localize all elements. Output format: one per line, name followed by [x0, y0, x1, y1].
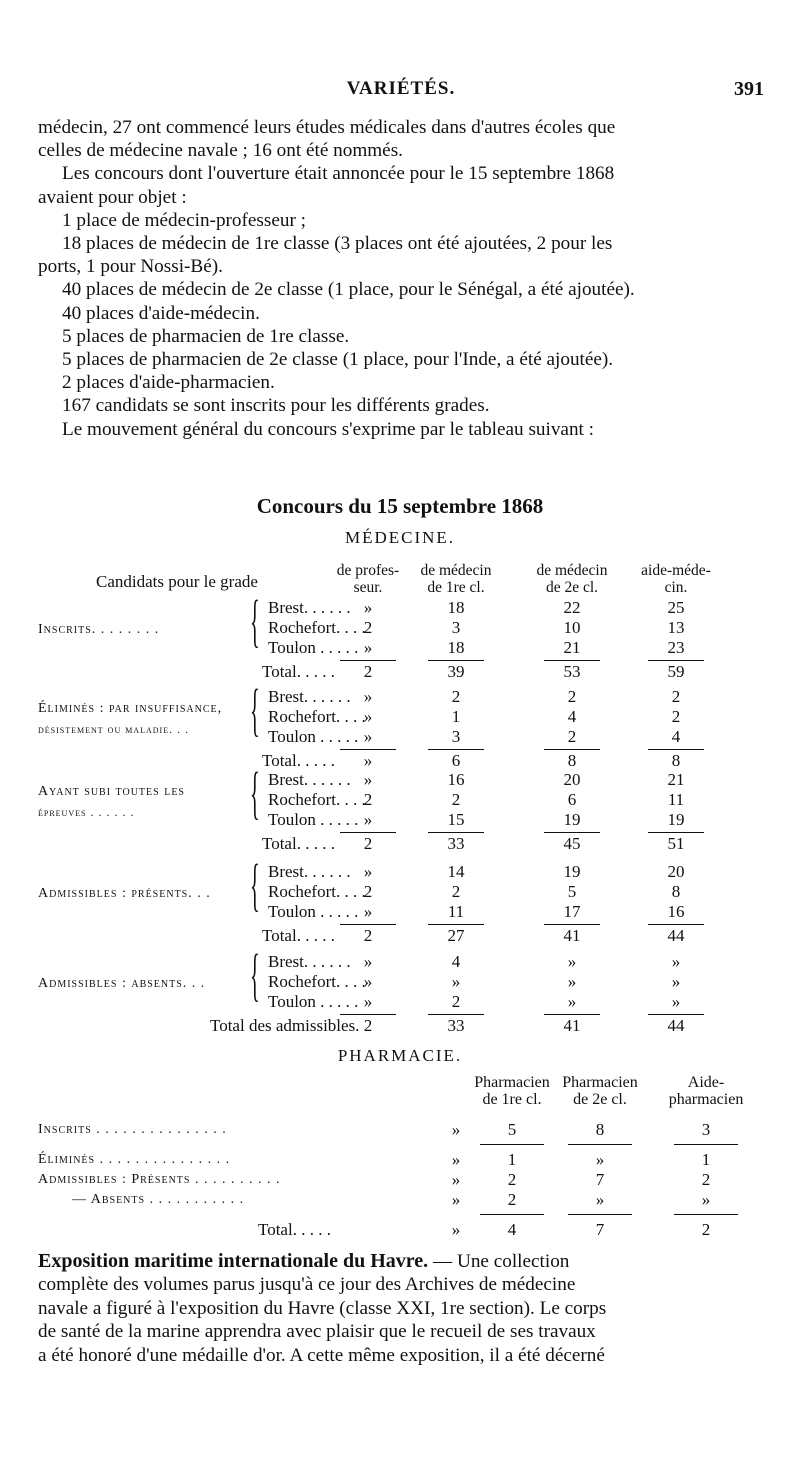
pharmacie-row-label: — Absents . . . . . . . . . . .: [72, 1192, 245, 1207]
table-cell: »: [363, 952, 373, 971]
table-cell: 5: [507, 1120, 517, 1139]
exposition-paragraph: [38, 1250, 764, 1367]
table-cell: 21: [667, 770, 685, 789]
total-rule: [340, 660, 396, 661]
column-header-line: de 1re cl.: [427, 579, 485, 596]
port-label: Toulon . . . . .: [268, 810, 359, 829]
total-rule: [428, 749, 484, 750]
column-header: [646, 1074, 766, 1108]
intro-line: 167 candidats se sont inscrits pour les différents grades.: [62, 395, 490, 417]
port-label: Brest. . . . . .: [268, 687, 351, 706]
brace: {: [250, 677, 260, 742]
table-cell: »: [701, 1190, 711, 1209]
table-cell: 2: [567, 727, 577, 746]
section-rule: [480, 1144, 544, 1145]
table-cell: »: [363, 862, 373, 881]
total-rule: [544, 924, 600, 925]
pharmacie-row-label: Éliminés . . . . . . . . . . . . . . .: [38, 1152, 231, 1167]
table-cell: »: [363, 810, 373, 829]
column-header: [540, 1074, 660, 1108]
brace: {: [250, 942, 260, 1007]
total-rule: [648, 1014, 704, 1015]
total-rule: [568, 1214, 632, 1215]
table-cell: 1: [507, 1150, 517, 1169]
column-header: [406, 562, 506, 596]
lead-cell: »: [451, 1120, 461, 1139]
intro-line: avaient pour objet :: [38, 186, 187, 208]
group-label: [38, 974, 205, 994]
column-header: [522, 562, 622, 596]
table-cell: 20: [563, 770, 581, 789]
column-header-line: seur.: [353, 579, 383, 596]
table-cell: 4: [671, 727, 681, 746]
table-cell: 13: [667, 618, 685, 637]
table-cell: »: [567, 972, 577, 991]
pharmacie-heading: PHARMACIE.: [337, 1046, 463, 1065]
total-cell: 2: [701, 1220, 711, 1239]
port-label: Rochefort. . . .: [268, 882, 366, 901]
total-rule: [648, 924, 704, 925]
port-label: Rochefort. . . .: [268, 972, 366, 991]
total-cell: 41: [563, 926, 581, 945]
page-header: [38, 78, 764, 108]
column-header-line: Pharmacien: [562, 1074, 638, 1091]
port-label: Toulon . . . . .: [268, 902, 359, 921]
intro-line: 5 places de pharmacien de 1re classe.: [62, 325, 350, 347]
table-cell: 19: [667, 810, 685, 829]
column-header-line: Pharmacien: [474, 1074, 550, 1091]
exposition-line: [38, 1250, 764, 1273]
port-label: Brest. . . . . .: [268, 952, 351, 971]
total-cell: 2: [363, 1016, 373, 1035]
total-cell: 53: [563, 662, 581, 681]
table-cell: 2: [363, 882, 373, 901]
table-cell: 2: [701, 1170, 711, 1189]
table-cell: 11: [667, 790, 685, 809]
table-cell: 18: [447, 638, 465, 657]
table-cell: »: [363, 972, 373, 991]
exposition-line: complète des volumes parus jusqu'à ce jour des Archives de médecine: [38, 1274, 576, 1296]
total-cell: 6: [451, 751, 461, 770]
intro-line: 2 places d'aide-pharmacien.: [62, 372, 275, 394]
column-header-line: de médecin: [536, 562, 608, 579]
group-label-line: Inscrits. . . . . . . .: [38, 622, 160, 637]
table-cell: »: [363, 902, 373, 921]
total-cell: 41: [563, 1016, 581, 1035]
intro-line: 40 places d'aide-médecin.: [62, 302, 260, 324]
total-rule: [648, 832, 704, 833]
table-cell: 1: [701, 1150, 711, 1169]
total-cell: 27: [447, 926, 465, 945]
table-cell: »: [363, 638, 373, 657]
table-cell: 4: [567, 707, 577, 726]
total-rule: [544, 832, 600, 833]
table-cell: 19: [563, 810, 581, 829]
table-cell: 2: [451, 790, 461, 809]
intro-line: celles de médecine navale ; 16 ont été nommés.: [38, 140, 403, 162]
section-title: Concours du 15 septembre 1868: [256, 494, 544, 518]
intro-line: ports, 1 pour Nossi-Bé).: [38, 256, 223, 278]
table-cell: 2: [363, 790, 373, 809]
total-cell: 44: [667, 926, 685, 945]
brace: {: [250, 588, 260, 653]
column-header-line: Aide-: [687, 1074, 725, 1091]
table-cell: »: [363, 598, 373, 617]
pharmacie-row-label: Admissibles : Présents . . . . . . . . . .: [38, 1172, 281, 1187]
table-cell: »: [567, 992, 577, 1011]
exposition-line: de santé de la marine apprendra avec plaisir que le recueil de ses travaux: [38, 1321, 596, 1343]
column-header-line: de 2e cl.: [573, 1091, 627, 1108]
intro-line: 5 places de pharmacien de 2e classe (1 place, pour l'Inde, a été ajoutée).: [62, 349, 614, 371]
total-cell: 33: [447, 834, 465, 853]
group-label: [38, 782, 185, 822]
total-label: Total. . . . .: [262, 662, 335, 681]
group-label: [38, 699, 222, 739]
group-label-line: Admissibles : absents. . .: [38, 976, 206, 991]
total-rule: [340, 832, 396, 833]
intro-line: 18 places de médecin de 1re classe (3 places ont été ajoutées, 2 pour les: [62, 233, 613, 255]
table-cell: 10: [563, 618, 581, 637]
table-cell: 1: [451, 707, 461, 726]
total-rule: [480, 1214, 544, 1215]
port-label: Brest. . . . . .: [268, 770, 351, 789]
total-cell: 8: [567, 751, 577, 770]
table-cell: »: [595, 1150, 605, 1169]
intro-line: 1 place de médecin-professeur ;: [62, 209, 306, 231]
exposition-line-text: — Une collection: [432, 1251, 570, 1272]
total-label: Total. . . . .: [262, 926, 335, 945]
table-cell: 2: [507, 1190, 517, 1209]
table-cell: 19: [563, 862, 581, 881]
exposition-line: navale a figuré à l'exposition du Havre (classe XXI, 1re section). Le corps: [38, 1297, 607, 1319]
column-header: [318, 562, 418, 596]
table-cell: 18: [447, 598, 465, 617]
table-cell: »: [595, 1190, 605, 1209]
column-header-line: de 1re cl.: [482, 1091, 542, 1108]
total-rule: [340, 924, 396, 925]
port-label: Toulon . . . . .: [268, 992, 359, 1011]
port-label: Rochefort. . . .: [268, 790, 366, 809]
table-cell: 2: [507, 1170, 517, 1189]
intro-line: Le mouvement général du concours s'exprime par le tableau suivant :: [62, 418, 594, 440]
column-header-line: aide-méde-: [641, 562, 711, 579]
total-rule: [674, 1214, 738, 1215]
table-cell: 14: [447, 862, 465, 881]
table-cell: 3: [451, 618, 461, 637]
table-cell: »: [671, 972, 681, 991]
column-header-line: de 2e cl.: [545, 579, 599, 596]
table-cell: 2: [567, 687, 577, 706]
port-label: Rochefort. . . .: [268, 618, 366, 637]
lead-cell: »: [451, 1170, 461, 1189]
total-cell: 2: [363, 926, 373, 945]
section-rule: [568, 1144, 632, 1145]
page-number: 391: [734, 78, 764, 100]
total-rule: [648, 749, 704, 750]
total-rule: [648, 660, 704, 661]
table-cell: 17: [563, 902, 581, 921]
group-label-line: Ayant subi toutes les: [38, 784, 185, 799]
intro-line: Les concours dont l'ouverture était annoncée pour le 15 septembre 1868: [62, 163, 615, 185]
table-cell: 6: [567, 790, 577, 809]
table-cell: 11: [447, 902, 465, 921]
table-cell: »: [671, 952, 681, 971]
group-label: [38, 884, 211, 904]
table-cell: 2: [451, 687, 461, 706]
total-cell: 39: [447, 662, 465, 681]
lead-cell: »: [451, 1220, 461, 1239]
table-cell: 8: [671, 882, 681, 901]
total-rule: [544, 660, 600, 661]
total-cell: 7: [595, 1220, 605, 1239]
group-label-line: Éliminés : par insuffisance,: [38, 701, 223, 716]
table-cell: »: [567, 952, 577, 971]
table-cell: 2: [451, 882, 461, 901]
total-rule: [428, 924, 484, 925]
total-cell: 2: [363, 834, 373, 853]
port-label: Brest. . . . . .: [268, 598, 351, 617]
table-cell: 21: [563, 638, 581, 657]
total-cell: 8: [671, 751, 681, 770]
column-header-line: pharmacien: [668, 1091, 744, 1108]
table-cell: 5: [567, 882, 577, 901]
table-cell: 22: [563, 598, 581, 617]
section-rule: [674, 1144, 738, 1145]
total-cell: 4: [507, 1220, 517, 1239]
total-rule: [544, 749, 600, 750]
port-label: Brest. . . . . .: [268, 862, 351, 881]
total-label: Total. . . . .: [262, 834, 335, 853]
running-title: VARIÉTÉS.: [346, 78, 456, 99]
table-cell: 16: [447, 770, 465, 789]
table-cell: 2: [671, 707, 681, 726]
table-cell: 23: [667, 638, 685, 657]
table-cell: 2: [363, 618, 373, 637]
table-cell: 25: [667, 598, 685, 617]
table-cell: 4: [451, 952, 461, 971]
intro-line: médecin, 27 ont commencé leurs études médicales dans d'autres écoles que: [38, 117, 616, 138]
exposition-title: Exposition maritime internationale du Havre.: [38, 1250, 429, 1272]
table-cell: 7: [595, 1170, 605, 1189]
total-cell: 45: [563, 834, 581, 853]
total-label: Total. . . . .: [258, 1220, 331, 1239]
total-cell: 51: [667, 834, 685, 853]
brace: {: [250, 760, 260, 825]
medecine-heading: MÉDECINE.: [344, 528, 456, 547]
pharmacie-row-label: Inscrits . . . . . . . . . . . . . . .: [38, 1122, 227, 1137]
column-header-line: de profes-: [336, 562, 400, 579]
table-cell: »: [671, 992, 681, 1011]
intro-line: 40 places de médecin de 2e classe (1 place, pour le Sénégal, a été ajoutée).: [62, 279, 635, 301]
total-cell: 33: [447, 1016, 465, 1035]
table-cell: 2: [451, 992, 461, 1011]
total-rule: [340, 1014, 396, 1015]
total-rule: [340, 749, 396, 750]
table-cell: »: [363, 707, 373, 726]
table-cell: »: [363, 770, 373, 789]
table-cell: 15: [447, 810, 465, 829]
table-cell: »: [363, 992, 373, 1011]
total-label: Total. . . . .: [262, 751, 335, 770]
group-label-line: désistement ou maladie. . .: [38, 722, 190, 736]
intro-text: [38, 116, 764, 441]
group-label: [38, 620, 159, 640]
total-rule: [428, 660, 484, 661]
total-cell: 44: [667, 1016, 685, 1035]
total-rule: [428, 1014, 484, 1015]
table-cell: »: [451, 972, 461, 991]
table-cell: »: [363, 727, 373, 746]
table-cell: 20: [667, 862, 685, 881]
total-cell: »: [363, 751, 373, 770]
total-rule: [428, 832, 484, 833]
port-label: Toulon . . . . .: [268, 638, 359, 657]
table-cell: 8: [595, 1120, 605, 1139]
group-label-line: Admissibles : présents. . .: [38, 886, 211, 901]
column-header-line: cin.: [664, 579, 688, 596]
table-cell: 3: [701, 1120, 711, 1139]
row-header: Candidats pour le grade: [96, 572, 258, 591]
port-label: Rochefort. . . .: [268, 707, 366, 726]
group-label-line: épreuves . . . . . .: [38, 805, 135, 819]
column-header: [626, 562, 726, 596]
lead-cell: »: [451, 1190, 461, 1209]
table-cell: »: [363, 687, 373, 706]
total-label: Total des admissibles.: [210, 1016, 360, 1035]
port-label: Toulon . . . . .: [268, 727, 359, 746]
total-rule: [544, 1014, 600, 1015]
table-cell: 3: [451, 727, 461, 746]
lead-cell: »: [451, 1150, 461, 1169]
brace: {: [250, 852, 260, 917]
total-cell: 59: [667, 662, 685, 681]
table-cell: 2: [671, 687, 681, 706]
total-cell: 2: [363, 662, 373, 681]
table-cell: 16: [667, 902, 685, 921]
column-header-line: de médecin: [420, 562, 492, 579]
exposition-line: a été honoré d'une médaille d'or. A cette même exposition, il a été décerné: [38, 1344, 605, 1366]
